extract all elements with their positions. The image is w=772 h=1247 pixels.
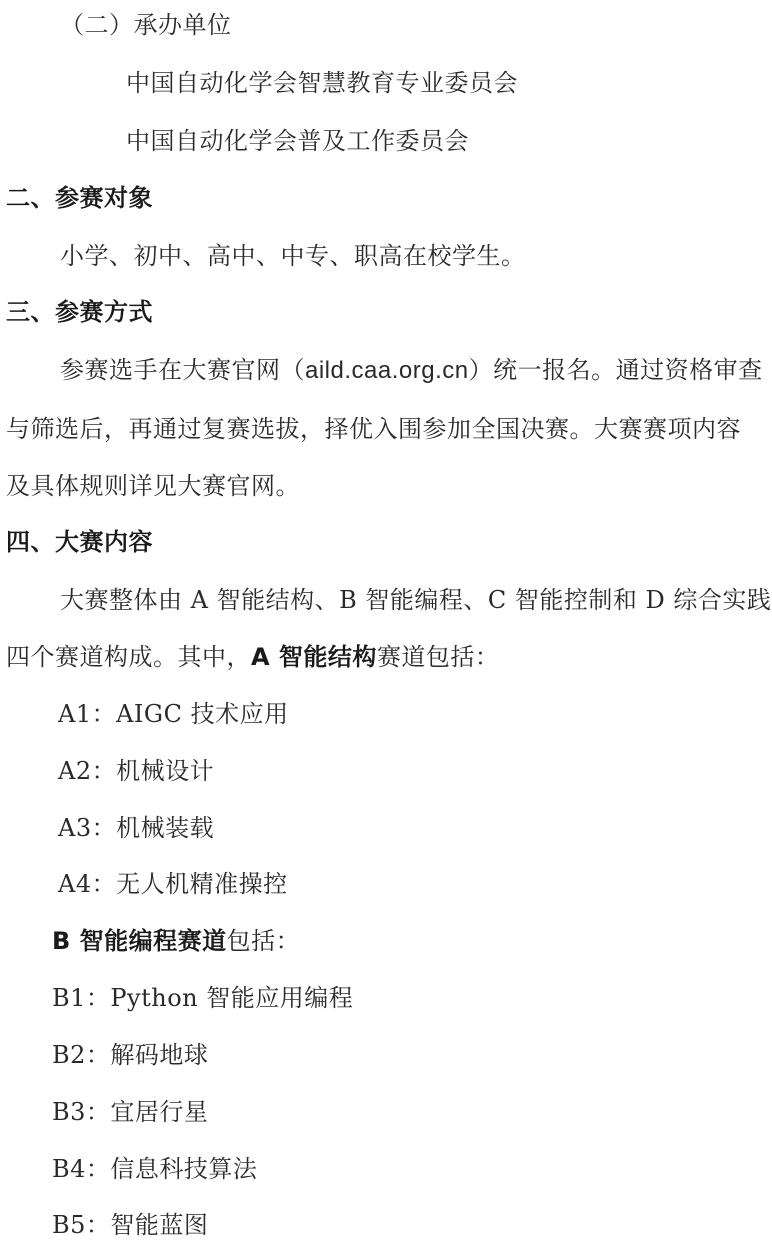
track-a-item-4: A4：无人机精准操控 (58, 870, 288, 898)
content-intro-line-2-before: 四个赛道构成。其中， (6, 643, 251, 671)
content-intro-line-2-after: 赛道包括： (376, 643, 500, 671)
method-line-1 (60, 355, 763, 386)
track-b-item-1: B1：Python 智能应用编程 (52, 984, 354, 1012)
official-site-url: aild.caa.org.cn (305, 357, 469, 384)
organizer-unit-2: 中国自动化学会普及工作委员会 (126, 127, 469, 155)
method-line-3: 及具体规则详见大赛官网。 (6, 472, 300, 500)
content-intro-line-1: 大赛整体由 A 智能结构、B 智能编程、C 智能控制和 D 综合实践 (60, 586, 772, 614)
track-b-item-4: B4：信息科技算法 (52, 1155, 258, 1183)
method-line-1-before: 参赛选手在大赛官网（ (60, 356, 305, 384)
content-intro-line-2 (6, 642, 499, 672)
method-line-1-after: ）统一报名。通过资格审查 (468, 356, 763, 384)
section-heading-content: 四、大赛内容 (6, 528, 153, 556)
track-b-item-5: B5：智能蓝图 (52, 1211, 209, 1239)
track-b-intro (52, 926, 300, 956)
section-heading-method: 三、参赛方式 (6, 298, 153, 326)
track-a-item-3: A3：机械装载 (58, 814, 215, 842)
section-heading-participants: 二、参赛对象 (6, 184, 153, 212)
track-b-item-2: B2：解码地球 (52, 1041, 209, 1069)
track-b-name: B 智能编程赛道 (52, 927, 227, 955)
method-line-2: 与筛选后，再通过复赛选拔，择优入围参加全国决赛。大赛赛项内容 (6, 415, 741, 443)
participants-text: 小学、初中、高中、中专、职高在校学生。 (60, 242, 526, 270)
organizer-subtitle: （二）承办单位 (60, 11, 232, 39)
track-a-item-2: A2：机械设计 (58, 757, 215, 785)
track-b-intro-after: 包括： (226, 927, 301, 955)
track-a-item-1: A1：AIGC 技术应用 (58, 700, 289, 728)
track-b-item-3: B3：宜居行星 (52, 1098, 209, 1126)
organizer-unit-1: 中国自动化学会智慧教育专业委员会 (126, 69, 518, 97)
track-a-name: A 智能结构 (251, 643, 377, 671)
